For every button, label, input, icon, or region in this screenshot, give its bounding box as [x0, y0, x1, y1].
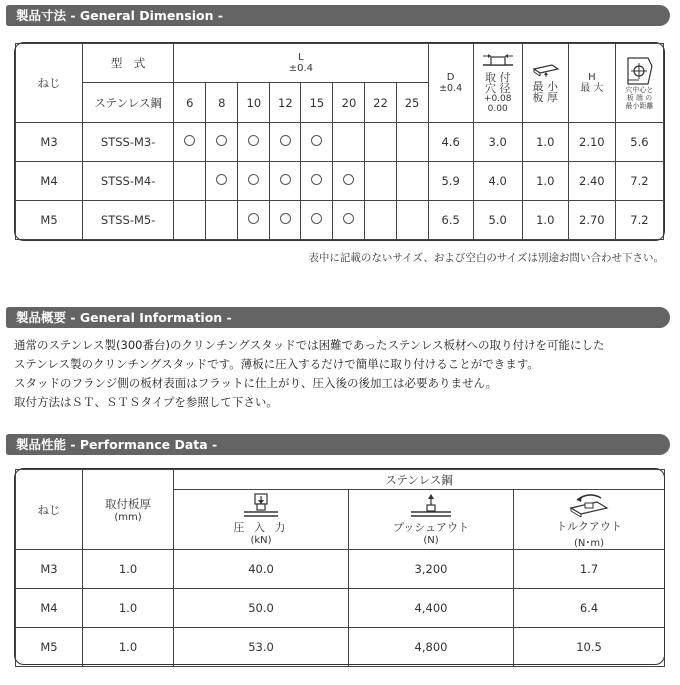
torque-cell: 1.7: [514, 550, 665, 589]
dimension-row: [16, 162, 664, 201]
availability-cell: [238, 201, 270, 240]
available-mark: [248, 135, 259, 146]
dimension-table: [15, 43, 664, 240]
available-mark: [216, 135, 227, 146]
available-mark: [248, 174, 259, 185]
performance-row: [16, 550, 665, 589]
thread-cell: M4: [16, 589, 83, 628]
available-mark: [248, 213, 259, 224]
D-header: D ±0.4: [428, 44, 473, 123]
availability-cell: [238, 123, 270, 162]
info-line: ステンレス製のクリンチングスタッドです。薄板に圧入するだけで簡単に取り付けることができます。: [14, 357, 539, 371]
hole-cell: 4.0: [473, 162, 522, 201]
availability-cell: [238, 162, 270, 201]
length-header: 15: [301, 83, 333, 123]
length-header: 25: [396, 83, 428, 123]
performance-section-title: 製品性能 - Performance Data -: [6, 434, 670, 455]
availability-cell: [270, 123, 301, 162]
availability-cell: [301, 162, 333, 201]
length-header: 22: [365, 83, 396, 123]
torque-out-icon: [567, 490, 611, 518]
available-mark: [280, 174, 291, 185]
size-inquiry-note: 表中に記載のないサイズ、および空白のサイズは別途お問い合わせ下さい。: [308, 252, 664, 264]
edge-distance-icon: [624, 56, 654, 86]
thread-cell: M3: [16, 123, 83, 162]
plate-cell: 1.0: [83, 589, 174, 628]
availability-cell: [174, 123, 206, 162]
pushout-cell: 4,800: [349, 628, 514, 667]
model-cell: STSS-M5-: [83, 201, 174, 240]
D-cell: 4.6: [428, 123, 473, 162]
info-section-title: 製品概要 - General Information -: [6, 307, 670, 328]
edge-distance-cell: 7.2: [615, 201, 663, 240]
H-header: H 最 大: [568, 44, 615, 123]
torque-cell: 6.4: [514, 589, 665, 628]
available-mark: [280, 213, 291, 224]
thread-cell: M4: [16, 162, 83, 201]
availability-cell: [270, 162, 301, 201]
press-cell: 50.0: [174, 589, 349, 628]
push-out-icon: [409, 493, 453, 519]
dimension-row: [16, 201, 664, 240]
length-header: 20: [333, 83, 365, 123]
available-mark: [343, 174, 354, 185]
torque-cell: 10.5: [514, 628, 665, 667]
H-cell: 2.70: [568, 201, 615, 240]
availability-cell: [365, 123, 396, 162]
plate-thickness-icon: [530, 63, 560, 79]
plate-cell: 1.0: [83, 550, 174, 589]
min-plate-cell: 1.0: [522, 201, 568, 240]
availability-cell: [206, 201, 238, 240]
min-plate-header: 最 小 板 厚: [522, 44, 568, 123]
edge-distance-cell: 5.6: [615, 123, 663, 162]
thread-header: ねじ: [16, 44, 83, 123]
availability-cell: [333, 201, 365, 240]
press-in-icon: [243, 493, 279, 519]
availability-cell: [206, 123, 238, 162]
general-info-text: [14, 336, 674, 412]
length-header: 10: [238, 83, 270, 123]
edge-distance-cell: 7.2: [615, 162, 663, 201]
press-cell: 53.0: [174, 628, 349, 667]
perf-thread-header: ねじ: [16, 470, 83, 550]
availability-cell: [396, 201, 428, 240]
D-cell: 6.5: [428, 201, 473, 240]
plate-thickness-header: 取付板厚 (mm): [83, 470, 174, 550]
available-mark: [184, 135, 195, 146]
performance-row: [16, 589, 665, 628]
availability-cell: [396, 162, 428, 201]
availability-cell: [333, 123, 365, 162]
model-header: 型 式: [83, 44, 174, 83]
plate-cell: 1.0: [83, 628, 174, 667]
thread-cell: M3: [16, 550, 83, 589]
availability-cell: [270, 201, 301, 240]
perf-material-header: ステンレス鋼: [174, 470, 665, 490]
availability-cell: [301, 123, 333, 162]
H-cell: 2.40: [568, 162, 615, 201]
available-mark: [280, 135, 291, 146]
available-mark: [311, 174, 322, 185]
pushout-cell: 3,200: [349, 550, 514, 589]
press-cell: 40.0: [174, 550, 349, 589]
availability-cell: [396, 123, 428, 162]
L-header: L ±0.4: [174, 44, 428, 83]
available-mark: [343, 213, 354, 224]
hole-cell: 3.0: [473, 123, 522, 162]
dimension-section-title: 製品寸法 - General Dimension -: [6, 5, 670, 26]
D-cell: 5.9: [428, 162, 473, 201]
availability-cell: [365, 162, 396, 201]
available-mark: [311, 135, 322, 146]
H-cell: 2.10: [568, 123, 615, 162]
available-mark: [216, 174, 227, 185]
model-cell: STSS-M3-: [83, 123, 174, 162]
model-cell: STSS-M4-: [83, 162, 174, 201]
length-header: 6: [174, 83, 206, 123]
hole-header: 取 付 穴 径 +0.08 0.00: [473, 44, 522, 123]
performance-table: [15, 469, 665, 667]
dimension-row: [16, 123, 664, 162]
info-line: スタッドのフランジ側の板材表面はフラットに仕上がり、圧入後の後加工は必要ありません。: [14, 376, 498, 390]
edge-distance-header: 穴中心と 板 端 の 最小距離: [615, 44, 663, 123]
info-line: 通常のステンレス製(300番台)のクリンチングスタッドでは困難であったステンレス板材への取り付けを可能にした: [14, 338, 605, 352]
material-header: ステンレス鋼: [83, 83, 174, 123]
availability-cell: [333, 162, 365, 201]
length-header: 8: [206, 83, 238, 123]
torque-out-header: トルクアウト (N･m): [514, 490, 665, 550]
hole-cell: 5.0: [473, 201, 522, 240]
available-mark: [311, 213, 322, 224]
info-line: 取付方法はＳＴ、ＳＴＳタイプを参照して下さい。: [14, 395, 278, 409]
min-plate-cell: 1.0: [522, 123, 568, 162]
availability-cell: [301, 201, 333, 240]
availability-cell: [365, 201, 396, 240]
availability-cell: [174, 201, 206, 240]
availability-cell: [206, 162, 238, 201]
availability-cell: [174, 162, 206, 201]
hole-diameter-icon: [481, 53, 515, 71]
min-plate-cell: 1.0: [522, 162, 568, 201]
pushout-cell: 4,400: [349, 589, 514, 628]
push-out-header: プッシュアウト (N): [349, 490, 514, 550]
length-header: 12: [270, 83, 301, 123]
thread-cell: M5: [16, 201, 83, 240]
press-in-header: 圧 入 力 (kN): [174, 490, 349, 550]
thread-cell: M5: [16, 628, 83, 667]
performance-row: [16, 628, 665, 667]
